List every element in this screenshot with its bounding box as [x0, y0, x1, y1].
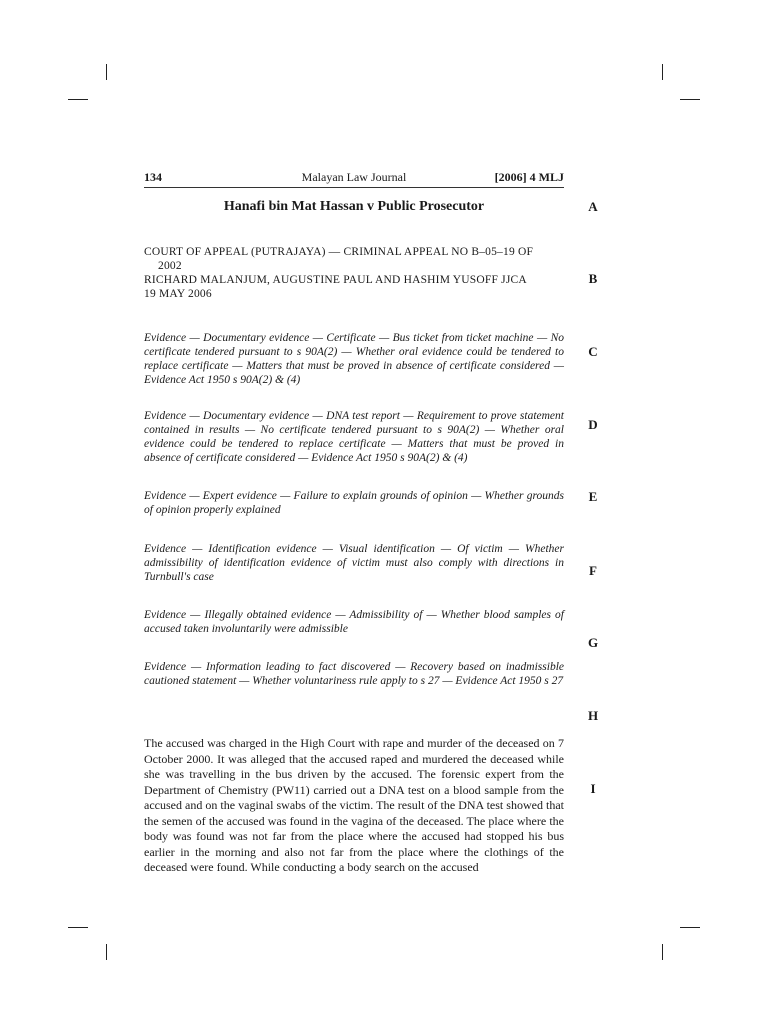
catchword-paragraph: Evidence — Documentary evidence — Certificate — Bus ticket from ticket machine — No certificate tendered pursuant to s 90A(2) — Whether oral evidence could be tendered to replace certificate — Matters that must be proved in absence of certificate considered — Evidence Act 1950 s 90A(2) & (4): [144, 332, 564, 386]
crop-mark: [662, 64, 663, 80]
margin-marker: D: [588, 417, 598, 432]
catchword-paragraph: Evidence — Information leading to fact discovered — Recovery based on inadmissible cautioned statement — Whether voluntariness rule apply to s 27 — Evidence Act 1950 s 27: [144, 661, 564, 687]
page-number: 134: [144, 170, 162, 184]
margin-marker: F: [589, 563, 597, 578]
decision-date: 19 MAY 2006: [144, 288, 212, 300]
crop-mark: [106, 944, 107, 960]
citation: [2006] 4 MLJ: [494, 170, 564, 184]
margin-marker: G: [587, 635, 599, 650]
crop-mark: [68, 927, 88, 928]
catchword-paragraph: Evidence — Documentary evidence — DNA test report — Requirement to prove statement contained in results — No certificate tendered pursuant to s 90A(2) — Whether oral evidence could be tendered to replace certificate — Matters that must be proved in absence of certificate considered — Evidence Act 1950 s 90A(2) & (4): [144, 410, 564, 464]
running-header: [144, 170, 564, 186]
margin-marker: H: [587, 708, 599, 723]
catchword-paragraph: Evidence — Illegally obtained evidence — Admissibility of — Whether blood samples of accused taken involuntarily were admissible: [144, 609, 564, 635]
body-paragraph: The accused was charged in the High Court with rape and murder of the deceased on 7 October 2000. It was alleged that the accused raped and murdered the deceased while she was travelling in the bus driven by the accused. The forensic expert from the Department of Chemistry (PW11) carried out a DNA test on a blood sample from the accused and on the vaginal swabs of the victim. The result of the DNA test showed that the semen of the accused was found in the vagina of the deceased. The place where the body was found was not far from the place where the accused had stopped his bus earlier in the morning and also not far from the place where the clothings of the deceased were found. While conducting a body search on the accused: [144, 736, 564, 874]
crop-mark: [680, 927, 700, 928]
header-rule: [144, 187, 564, 188]
catchword-paragraph: Evidence — Expert evidence — Failure to explain grounds of opinion — Whether grounds of opinion properly explained: [144, 490, 564, 516]
crop-mark: [68, 99, 88, 100]
crop-mark: [680, 99, 700, 100]
crop-mark: [106, 64, 107, 80]
catchword-paragraph: Evidence — Identification evidence — Visual identification — Of victim — Whether admissibility of identification evidence of victim must also comply with directions in Turnbull's case: [144, 543, 564, 583]
court-line-continuation: 2002: [158, 260, 182, 272]
margin-marker: E: [588, 489, 598, 504]
court-line: COURT OF APPEAL (PUTRAJAYA) — CRIMINAL APPEAL NO B–05–19 OF: [144, 246, 534, 258]
journal-name: Malayan Law Journal: [301, 170, 407, 184]
crop-mark: [662, 944, 663, 960]
court-info: [144, 245, 564, 301]
judges: RICHARD MALANJUM, AUGUSTINE PAUL AND HASHIM YUSOFF JJCA: [144, 274, 527, 286]
margin-marker: B: [588, 271, 598, 286]
margin-marker: A: [588, 199, 598, 214]
margin-marker: C: [588, 344, 598, 359]
case-title: Hanafi bin Mat Hassan v Public Prosecutor: [223, 199, 485, 214]
margin-marker: I: [590, 781, 596, 796]
